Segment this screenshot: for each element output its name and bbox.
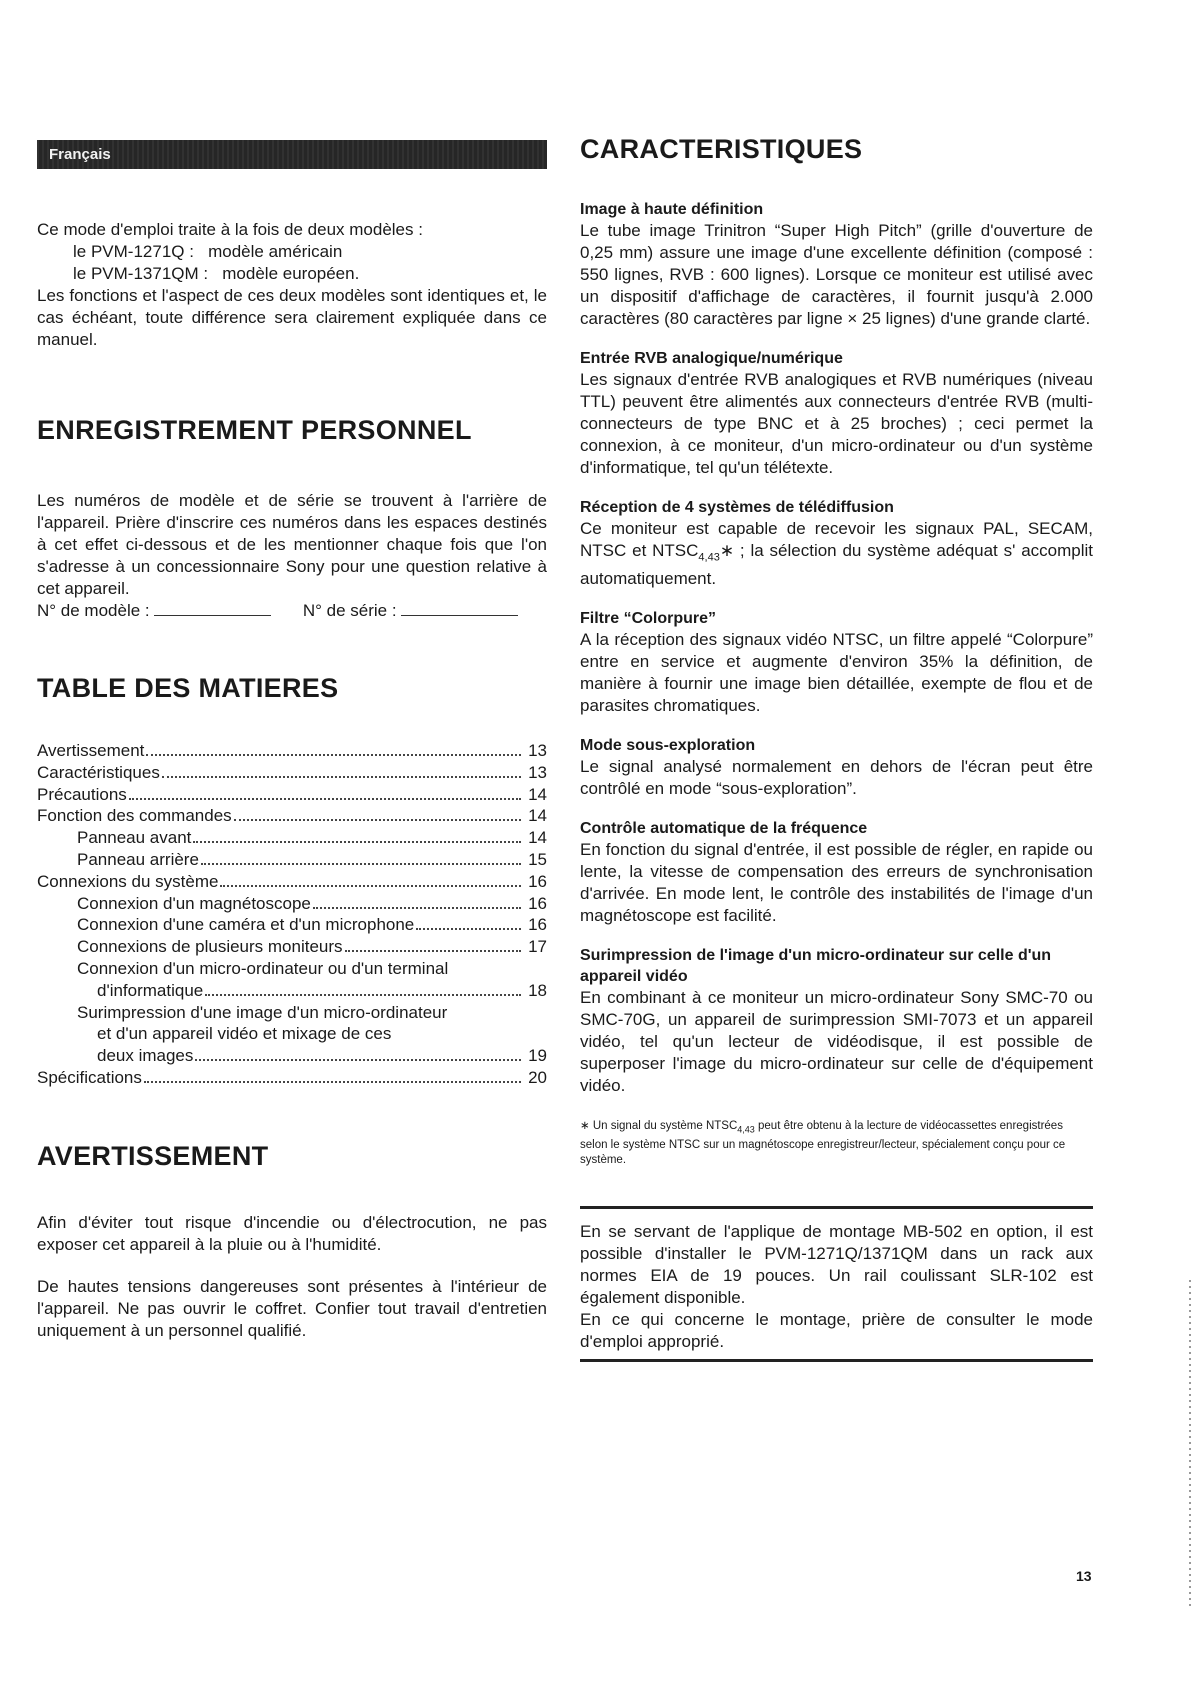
feature-title: Mode sous-exploration xyxy=(580,737,756,755)
model-number-label: N° de modèle : xyxy=(37,601,150,620)
feature-block xyxy=(580,497,1093,590)
feature-title: Entrée RVB analogique/numérique xyxy=(580,350,843,367)
toc-item[interactable]: Connexion d'une caméra et d'un microphone 16 xyxy=(77,915,547,935)
toc-item[interactable]: Panneau avant 14 xyxy=(77,828,547,848)
toc-item[interactable]: Caractéristiques 13 xyxy=(37,762,547,782)
feature-text: Ce moniteur est capable de recevoir les signaux PAL, SECAM, NTSC et $NTSC_{4,43}∗$ ; la sélection du système adéquat s' accomplit automatiquement. xyxy=(580,519,1093,589)
feature-block xyxy=(580,735,1093,800)
feature-text: Le signal analysé normalement en dehors de l'écran peut être contrôlé en mode “sous-exploration”. xyxy=(580,757,1093,799)
right-column xyxy=(580,134,1093,1362)
toc-item[interactable]: Connexions de plusieurs moniteurs 17 xyxy=(77,937,547,957)
feature-block xyxy=(580,348,1093,479)
feature-text: Le tube image Trinitron “Super High Pitch” (grille d'ouverture de 0,25 mm) assure une image d'une excellente définition (composé : 550 lignes, RVB : 600 lignes). Lorsque ce moniteur est utilisé avec un dispositif d'affichage de caractères, il fournit jusqu'à 2.000 caractères (80 caractères par ligne × 25 lignes) d'une grande clarté. xyxy=(580,221,1093,328)
feature-text: En combinant à ce moniteur un micro-ordinateur Sony SMC-70 ou SMC-70G, un appareil de surimpression SMI-7073 et un appareil vidéo, tel qu'un lecteur de vidéodisque, il est possible de superposer l'image du micro-ordinateur sur celle de d'équipement vidéo. xyxy=(580,988,1093,1096)
mounting-text-1: En se servant de l'applique de montage MB-502 en option, il est possible d'installer le PVM-1271Q/1371QM dans un rack aux normes EIA de 19 pouces. Un rail coulissant SLR-102 est également disponible. xyxy=(580,1221,1093,1307)
feature-title: Image à haute définition xyxy=(580,201,764,218)
language-bar: Français xyxy=(37,140,547,169)
features-title: CARACTERISTIQUES xyxy=(580,134,863,164)
feature-title: Surimpression de l'image d'un micro-ordinateur sur celle d'un appareil vidéo xyxy=(580,947,1052,986)
feature-block xyxy=(580,945,1093,1097)
left-column xyxy=(37,140,547,1342)
model-number-line[interactable] xyxy=(154,615,271,616)
toc-item[interactable]: Surimpression d'une image d'un micro-ordinateur xyxy=(77,1002,448,1022)
intro-text: Les fonctions et l'aspect de ces deux modèles sont identiques et, le cas échéant, toute différence sera clairement expliquée dans ce manuel. xyxy=(37,286,547,349)
toc-item[interactable]: Connexions du système 16 xyxy=(37,871,547,891)
model-eu: le PVM-1371QM : modèle européen. xyxy=(73,264,360,283)
toc-item[interactable]: Connexion d'un micro-ordinateur ou d'un terminal xyxy=(77,958,449,978)
toc-title: TABLE DES MATIERES xyxy=(37,673,339,703)
feature-block xyxy=(580,818,1093,927)
intro-section xyxy=(37,219,547,351)
feature-title: Réception de 4 systèmes de télédiffusion xyxy=(580,499,894,516)
page-number: 13 xyxy=(1076,1568,1092,1584)
model-us: le PVM-1271Q : modèle américain xyxy=(73,242,343,261)
toc-item[interactable]: d'informatique 18 xyxy=(97,980,547,1000)
toc-item[interactable]: Précautions 14 xyxy=(37,784,547,804)
warning-text-1: Afin d'éviter tout risque d'incendie ou d'électrocution, ne pas exposer cet appareil à la pluie ou à l'humidité. xyxy=(37,1212,547,1254)
feature-text: Les signaux d'entrée RVB analogiques et RVB numériques (niveau TTL) peuvent être alimentés aux connecteurs d'entrée RVB (multi-connecteurs de type BNC et à 25 broches) ; ceci permet la connexion, à ce moniteur, d'un micro-ordinateur ou d'un système d'informatique, tel qu'un télétexte. xyxy=(580,370,1093,477)
table-of-contents xyxy=(37,740,547,1089)
toc-item[interactable]: deux images 19 xyxy=(97,1046,547,1066)
serial-fields xyxy=(37,600,547,622)
toc-item[interactable]: Avertissement 13 xyxy=(37,741,547,760)
toc-item[interactable]: Panneau arrière 15 xyxy=(77,849,547,869)
mounting-text-2: En ce qui concerne le montage, prière de consulter le mode d'emploi approprié. xyxy=(580,1309,1093,1351)
toc-item[interactable]: Fonction des commandes 14 xyxy=(37,806,547,826)
footnote: ∗ Un signal du système $NTSC_{4,43}$ peut être obtenu à la lecture de vidéocassettes enregistrées selon le système NTSC sur un magnétoscope enregistreur/lecteur, spécialement conçu pour ce système. xyxy=(580,1120,1066,1166)
feature-title: Contrôle automatique de la fréquence xyxy=(580,820,868,838)
toc-item[interactable]: et d'un appareil vidéo et mixage de ces xyxy=(97,1024,392,1044)
intro-line: Ce mode d'emploi traite à la fois de deux modèles : xyxy=(37,220,423,239)
feature-block xyxy=(580,199,1093,330)
toc-item[interactable]: Connexion d'un magnétoscope 16 xyxy=(77,893,547,913)
toc-item[interactable]: Spécifications 20 xyxy=(37,1067,547,1087)
serial-number-line[interactable] xyxy=(401,615,518,616)
feature-text: A la réception des signaux vidéo NTSC, un filtre appelé “Colorpure” entre en service et augmente d'environ 35% la définition, de manière à fournir une image bien détaillée, exempte de flou et de parasites chromatiques. xyxy=(580,630,1093,716)
warning-text-2: De hautes tensions dangereuses sont présentes à l'intérieur de l'appareil. Ne pas ouvrir le coffret. Confier tout travail d'entretien uniquement à un personnel qualifié. xyxy=(37,1276,547,1340)
warning-title: AVERTISSEMENT xyxy=(37,1140,269,1171)
feature-block xyxy=(580,608,1093,717)
feature-text: En fonction du signal d'entrée, il est possible de régler, en rapide ou lente, la vitesse de compensation des erreurs de synchronisation d'arrivée. En mode lent, le contrôle des instabilités de l'image d'un magnétoscope est facilité. xyxy=(580,840,1093,926)
feature-title: Filtre “Colorpure” xyxy=(580,610,717,628)
serial-number-label: N° de série : xyxy=(302,601,397,620)
registration-text: Les numéros de modèle et de série se trouvent à l'arrière de l'appareil. Prière d'inscrire ces numéros dans les espaces destinés à cet effet ci-dessous et de les mentionner chaque fois que l'on s'adresse à un concessionnaire Sony pour une question relative à cet appareil. xyxy=(37,491,547,598)
mounting-box xyxy=(580,1206,1093,1362)
registration-title: ENREGISTREMENT PERSONNEL xyxy=(37,415,472,445)
